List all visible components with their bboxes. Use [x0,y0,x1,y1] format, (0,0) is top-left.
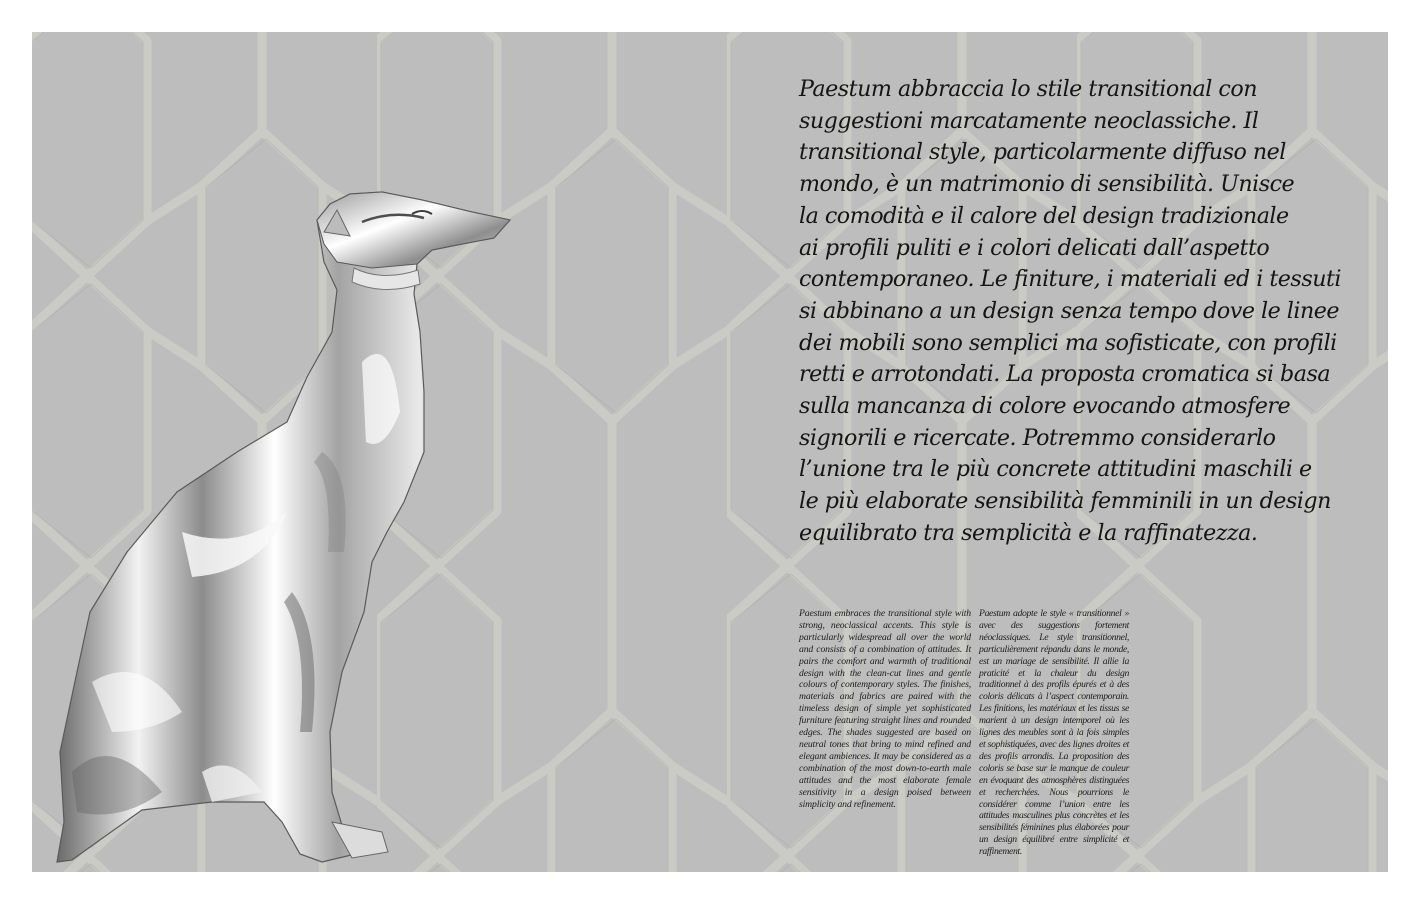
chrome-greyhound-statue [32,32,552,872]
body-column-english: Paestum embraces the transitional style with strong, neoclassical accents. This style is particularly widespread all over the world and consists of a combination of attitudes. It pairs the comfort and warmth of traditional design with the clean-cut lines and gentle colours of contemporary styles. The finishes, materials and fabrics are paired with the timeless design of simple yet sophisticated furniture featuring straight lines and rounded edges. The shades suggested are based on neutral tones that bring to mind refined and elegant ambiences. It may be considered as a combination of the most down-to-earth male attitudes and the most elaborate female sensitivity in a design poised between simplicity and refinement. [799,608,971,810]
intro-paragraph-italian: Paestum abbraccia lo stile transitional con suggestioni marcatamente neoclassiche. Il transitional style, particolarmente diffuso nel mondo, è un matrimonio di sensibilità. Unisce la comodità e il calore del design tradizionale ai profili puliti e i colori delicati dall’aspetto contemporaneo. Le finiture, i materiali ed i tessuti si abbinano a un design senza tempo dove le linee dei mobili sono semplici ma sofisticate, con profili retti e arrotondati. La proposta cromatica si basa sulla mancanza di colore evocando atmosfere signorili e ricercate. Potremmo considerarlo l’unione tra le più concrete attitudini maschili e le più elaborate sensibilità femminili in un design equilibrato tra semplicità e la raffinatezza. [799,76,1342,546]
catalog-spread [32,32,1388,872]
body-column-french: Paestum adopte le style « transitionnel » avec des suggestions fortement néoclassiques. Le style transitionnel, particulièrement répandu dans le monde, est un mariage de sensibilité. Il allie la praticité et la chaleur du design traditionnel à des profils épurés et à des coloris délicats à l’aspect contemporain. Les finitions, les matériaux et les tissus se marient à un design intemporel où les lignes des meubles sont à la fois simples et sophistiquées, avec des lignes droites et des profils arrondis. La proposition des coloris se base sur le manque de couleur en évoquant des atmosphères distinguées et recherchées. Nous pourrions le considérer comme l’union entre les attitudes masculines plus concrètes et les sensibilités féminines plus élaborées pour un design équilibré entre simplicité et raffinement. [979,608,1129,858]
